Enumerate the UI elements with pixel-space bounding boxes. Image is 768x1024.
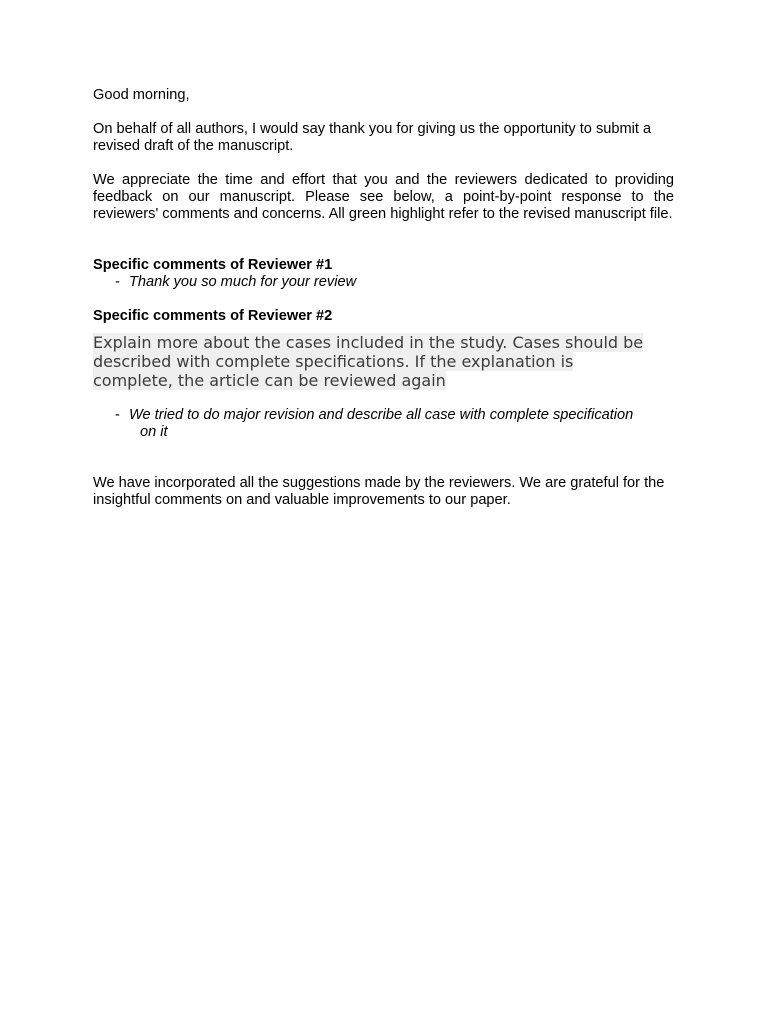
- reviewer2-comment-line1: Explain more about the cases included in the study. Cases should be: [93, 333, 644, 352]
- appreciation-paragraph: We appreciate the time and effort that you and the reviewers dedicated to providing feedback on our manuscript. Please see below, a point-by-point response to the reviewers' comments and concerns. All green highlight refer to the revised manuscript file.: [93, 172, 674, 222]
- reviewer2-comment-line2: described with complete specifications. If the explanation is: [93, 352, 574, 371]
- reviewer2-response-line2: on it: [140, 424, 168, 440]
- reviewer1-response-text: Thank you so much for your review: [129, 274, 357, 290]
- thanks-paragraph: On behalf of all authors, I would say thank you for giving us the opportunity to submit a revised draft of the manuscript.: [93, 121, 652, 154]
- reviewer2-heading: Specific comments of Reviewer #2: [93, 308, 333, 324]
- letter-body: [93, 87, 674, 509]
- reviewer2-comment-line3: complete, the article can be reviewed again: [93, 371, 446, 390]
- greeting: Good morning,: [93, 87, 190, 103]
- reviewer2-comment: [93, 333, 674, 390]
- bullet-dash: -: [115, 274, 120, 290]
- reviewer1-response: [93, 274, 674, 291]
- closing-paragraph: We have incorporated all the suggestions made by the reviewers. We are grateful for the insightful comments on and valuable improvements to our paper.: [93, 475, 665, 508]
- reviewer2-response-line1: We tried to do major revision and describe all case with complete specification: [129, 407, 634, 423]
- reviewer1-heading: Specific comments of Reviewer #1: [93, 257, 333, 273]
- bullet-dash: -: [115, 407, 120, 423]
- reviewer2-response: [93, 407, 674, 441]
